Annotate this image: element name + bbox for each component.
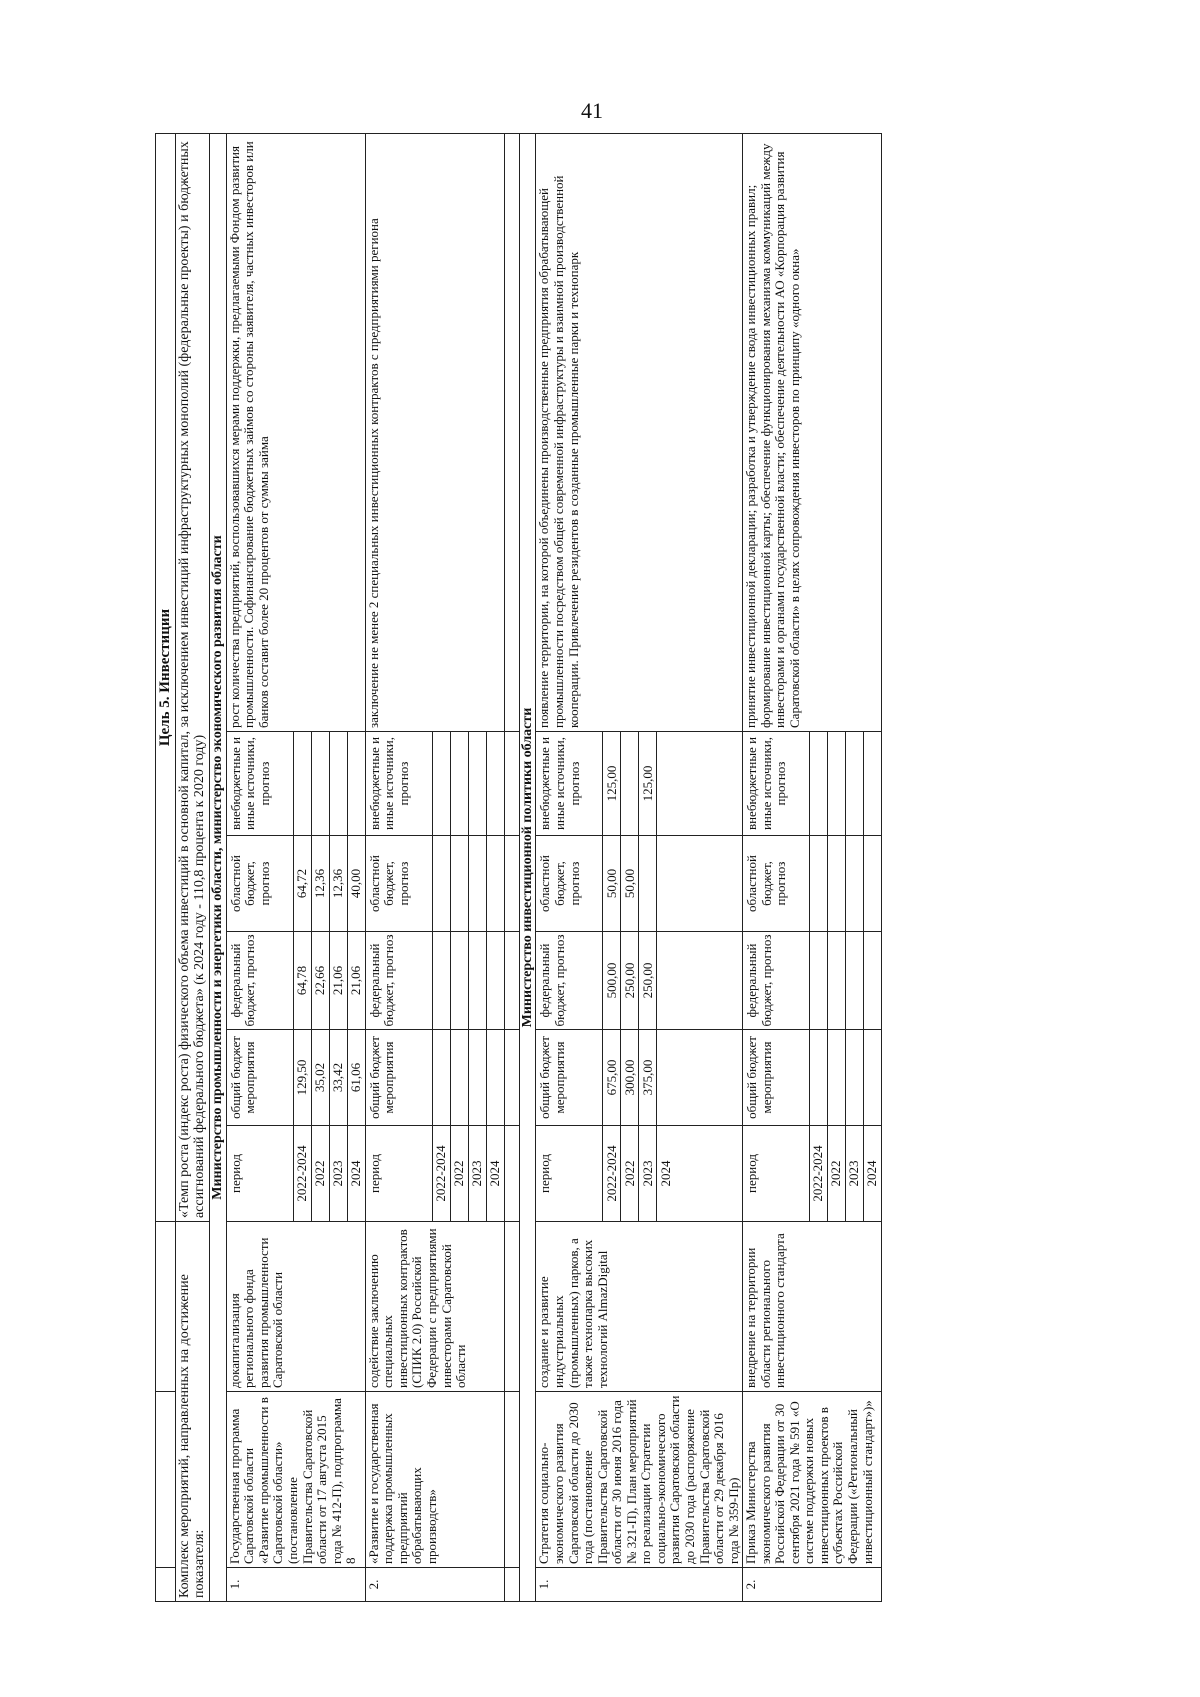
row-number: 2.: [743, 1568, 882, 1602]
value-extra: [486, 732, 504, 835]
measure-action: создание и развитие индустриальных (промышленных) парков, а также технопарка высоких технологий AlmazDigital: [536, 1222, 743, 1392]
value-period: 2023: [846, 1126, 864, 1221]
column-header-period: период: [744, 1154, 760, 1193]
year-values-total: [603, 1030, 674, 1125]
year-values-extra: [810, 732, 881, 835]
basis-document: «Развитие и государственная поддержка промышленных предприятий обрабатывающих производств»: [365, 1392, 504, 1568]
spacer-cell: [504, 836, 519, 932]
value-period: 2023: [329, 1126, 347, 1221]
value-extra: [657, 732, 675, 835]
column-header-federal: федеральный бюджет, прогноз: [227, 934, 258, 1027]
value-total: [486, 1030, 504, 1125]
value-regional: [846, 836, 864, 931]
year-values-regional: [433, 836, 504, 931]
year-values-regional: [294, 836, 365, 931]
value-total: 129,50: [294, 1030, 312, 1125]
spacer-cell: [504, 932, 519, 1030]
column-header-federal: федеральный бюджет, прогноз: [537, 934, 568, 1027]
expected-result: принятие инвестиционной декларации; разработка и утверждение свода инвестиционных правил; формирование инвестиционной карты; обеспечение функционирования механизма коммуникаций между инвесторами и органами государственной власти; обеспечение деятельности АО «Корпорация развития Саратовской области» в целях сопровождения инвесторов по принципу «одного окна»: [743, 134, 882, 732]
value-total: [657, 1030, 675, 1125]
value-regional: [486, 836, 504, 931]
value-federal: 250,00: [621, 932, 639, 1029]
finance-column-total: [365, 1030, 504, 1126]
value-period: 2022: [621, 1126, 639, 1221]
column-header-regional: областной бюджет, прогноз: [744, 855, 789, 912]
value-federal: 21,06: [348, 965, 364, 996]
column-header-period: период: [227, 1154, 243, 1193]
finance-column-regional: [365, 836, 504, 932]
value-period: 2022-2024: [603, 1126, 621, 1221]
spacer-cell: [504, 1030, 519, 1126]
value-regional: [433, 836, 451, 931]
value-extra: [450, 732, 468, 835]
column-header-period: период: [537, 1154, 553, 1193]
column-header-total: общий бюджет мероприятия: [744, 1036, 774, 1119]
year-values-period: [603, 1126, 674, 1221]
value-period: 2024: [348, 1160, 364, 1187]
section-title: Министерство промышленности и энергетики области, министерство экономического развития области: [210, 134, 227, 1602]
section-title: Министерство инвестиционной политики области: [519, 134, 536, 1602]
row-number: 1.: [226, 1568, 365, 1602]
column-header-regional: областной бюджет, прогноз: [537, 855, 582, 912]
column-header-regional: областной бюджет, прогноз: [227, 855, 272, 912]
measure-action: докапитализация регионального фонда развития промышленности Саратовской области: [226, 1222, 365, 1392]
value-total: [810, 1030, 828, 1125]
indicator-label: Комплекс мероприятий, направленных на достижение показателя:: [175, 1222, 209, 1602]
value-extra: [846, 732, 864, 835]
expected-result: рост количества предприятий, воспользовавшихся мерами поддержки, предлагаемыми Фондом развития промышленности. Софинансирование бюджетных займов со стороны заявителя, частных инвесторов или банков составит более 20 процентов от суммы займа: [226, 134, 365, 732]
finance-column-federal: [536, 932, 743, 1030]
value-regional: [639, 836, 657, 931]
year-values-period: [810, 1126, 881, 1221]
finance-column-period: [536, 1126, 743, 1222]
value-period: 2023: [639, 1126, 657, 1221]
finance-column-period: [226, 1126, 365, 1222]
year-values-extra: [603, 732, 674, 835]
spacer-cell: [504, 134, 519, 732]
measure-action: внедрение на территории области регионального инвестиционного стандарта: [743, 1222, 882, 1392]
value-federal: [846, 932, 864, 1029]
value-regional: 12,36: [329, 836, 347, 931]
value-total: 35,02: [311, 1030, 329, 1125]
value-federal: [468, 932, 486, 1029]
row-number: 1.: [536, 1568, 743, 1602]
column-header-extra: внебюджетные и иные источники, прогноз: [744, 736, 789, 831]
measure-action: содействие заключению специальных инвестиционных контрактов (СПИК 2.0) Российской Федерации с предприятиями инвесторами Саратовской области: [365, 1222, 504, 1392]
value-extra: [347, 732, 365, 835]
value-federal: 250,00: [639, 932, 657, 1029]
value-federal: 64,78: [294, 932, 312, 1029]
value-regional: [828, 836, 846, 931]
value-regional: 40,00: [348, 868, 364, 899]
basis-document: Государственная программа Саратовской области «Развитие промышленности в Саратовской области» (постановление Правительства Саратовской области от 17 августа 2015 года № 412-П), подпрограмма 8: [226, 1392, 365, 1568]
column-header-period: период: [366, 1154, 382, 1193]
year-values-extra: [433, 732, 504, 835]
value-extra: [468, 732, 486, 835]
indicator-text: «Темп роста (индекс роста) физического объема инвестиций в основной капитал, за исключением инвестиций инфраструктурных монополий (федеральные проекты) и бюджетных ассигнований федерального бюджета» (к 2024 году - 110,8 процента к 2020 году): [175, 134, 209, 1222]
value-federal: [828, 932, 846, 1029]
value-federal: [433, 932, 451, 1029]
column-header-regional: областной бюджет, прогноз: [366, 855, 411, 912]
basis-document: Приказ Министерства экономического развития Российской Федерации от 30 сентября 2021 года № 591 «О системе поддержки новых инвестиционных проектов в субъектах Российской Федерации («Региональный инвестиционный стандарт»)»: [743, 1392, 882, 1568]
value-total: 300,00: [621, 1030, 639, 1125]
basis-document: Стратегия социально-экономического развития Саратовской области до 2030 года (постановление Правительства Саратовской области от 30 июня 2016 года № 321-П), План мероприятий по реализации Стратегии социально-экономического развития Саратовской области до 2030 года (распоряжение Правительства Саратовской области от 29 декабря 2016 года № 359-Пр): [536, 1392, 743, 1568]
value-extra: [864, 732, 882, 835]
value-regional: 64,72: [294, 836, 312, 931]
column-header-total: общий бюджет мероприятия: [366, 1036, 397, 1119]
value-extra: 125,00: [639, 732, 657, 835]
value-period: 2022-2024: [810, 1126, 828, 1221]
value-regional: 12,36: [311, 836, 329, 931]
rotated-table-container: [155, 134, 1045, 1602]
finance-column-extra: [743, 732, 882, 836]
value-extra: [828, 732, 846, 835]
value-regional: [864, 836, 882, 931]
value-total: 61,06: [348, 1062, 364, 1093]
column-header-extra: внебюджетные и иные источники, прогноз: [537, 736, 582, 831]
value-regional: 50,00: [603, 836, 621, 931]
spacer-cell: [504, 1392, 519, 1568]
finance-column-regional: [226, 836, 365, 932]
year-values-federal: [294, 932, 365, 1029]
finance-column-extra: [536, 732, 743, 836]
value-extra: [810, 732, 828, 835]
year-values-federal: [603, 932, 674, 1029]
spacer-cell: [504, 1568, 519, 1602]
finance-column-federal: [226, 932, 365, 1030]
year-values-federal: [810, 932, 881, 1029]
value-regional: [657, 836, 675, 931]
finance-column-federal: [743, 932, 882, 1030]
value-period: 2023: [468, 1126, 486, 1221]
value-federal: [486, 932, 504, 1029]
spacer-cell: [504, 1126, 519, 1222]
value-extra: [621, 732, 639, 835]
value-period: 2022-2024: [294, 1126, 312, 1221]
value-extra: [294, 732, 312, 835]
finance-column-federal: [365, 932, 504, 1030]
finance-column-total: [743, 1030, 882, 1126]
value-period: 2024: [864, 1160, 880, 1187]
value-federal: 22,66: [311, 932, 329, 1029]
value-extra: [433, 732, 451, 835]
year-values-regional: [810, 836, 881, 931]
value-period: 2024: [487, 1160, 503, 1187]
year-values-regional: [603, 836, 674, 931]
measure-row: [226, 134, 365, 1602]
value-total: [846, 1030, 864, 1125]
finance-column-total: [226, 1030, 365, 1126]
finance-column-extra: [226, 732, 365, 836]
value-total: [468, 1030, 486, 1125]
value-total: 33,42: [329, 1030, 347, 1125]
year-values-period: [433, 1126, 504, 1221]
value-regional: 50,00: [621, 836, 639, 931]
year-values-total: [810, 1030, 881, 1125]
value-total: [433, 1030, 451, 1125]
column-header-extra: внебюджетные и иные источники, прогноз: [366, 736, 411, 831]
column-header-total: общий бюджет мероприятия: [227, 1036, 258, 1119]
value-period: 2022-2024: [433, 1126, 451, 1221]
investment-table: [155, 133, 882, 1602]
value-total: 675,00: [603, 1030, 621, 1125]
value-extra: [311, 732, 329, 835]
goal-title: Цель 5. Инвестиции: [156, 134, 176, 1222]
measure-row: [743, 134, 882, 1602]
value-extra: [329, 732, 347, 835]
page-number: 41: [581, 98, 603, 123]
value-regional: [468, 836, 486, 931]
value-total: [450, 1030, 468, 1125]
column-header-federal: федеральный бюджет, прогноз: [744, 934, 774, 1027]
finance-column-period: [365, 1126, 504, 1222]
measure-row: [365, 134, 504, 1602]
column-header-total: общий бюджет мероприятия: [537, 1036, 568, 1119]
spacer-cell: [504, 1222, 519, 1392]
finance-column-regional: [743, 836, 882, 932]
year-values-extra: [294, 732, 365, 835]
column-header-federal: федеральный бюджет, прогноз: [366, 934, 397, 1027]
year-values-total: [433, 1030, 504, 1125]
year-values-total: [294, 1030, 365, 1125]
value-federal: [810, 932, 828, 1029]
value-extra: 125,00: [603, 732, 621, 835]
value-federal: [657, 932, 675, 1029]
value-period: 2022: [311, 1126, 329, 1221]
value-total: [828, 1030, 846, 1125]
value-total: 375,00: [639, 1030, 657, 1125]
value-regional: [810, 836, 828, 931]
finance-column-extra: [365, 732, 504, 836]
value-federal: [864, 932, 882, 1029]
value-federal: 500,00: [603, 932, 621, 1029]
value-period: 2024: [657, 1160, 673, 1187]
value-period: 2022: [828, 1126, 846, 1221]
value-period: 2022: [450, 1126, 468, 1221]
expected-result: заключение не менее 2 специальных инвестиционных контрактов с предприятиями региона: [365, 134, 504, 732]
value-total: [864, 1030, 882, 1125]
finance-column-regional: [536, 836, 743, 932]
value-federal: 21,06: [329, 932, 347, 1029]
finance-column-total: [536, 1030, 743, 1126]
value-regional: [450, 836, 468, 931]
finance-column-period: [743, 1126, 882, 1222]
row-number: 2.: [365, 1568, 504, 1602]
spacer-cell: [504, 732, 519, 836]
expected-result: появление территории, на которой объединены производственные предприятия обрабатывающей промышленности посредством общей современной инфраструктуры и взаимной производственной кооперации. Привлечение резидентов в созданные промышленные парки и технопарк: [536, 134, 743, 732]
year-values-federal: [433, 932, 504, 1029]
year-values-period: [294, 1126, 365, 1221]
measure-row: [536, 134, 743, 1602]
value-federal: [450, 932, 468, 1029]
column-header-extra: внебюджетные и иные источники, прогноз: [227, 736, 272, 831]
